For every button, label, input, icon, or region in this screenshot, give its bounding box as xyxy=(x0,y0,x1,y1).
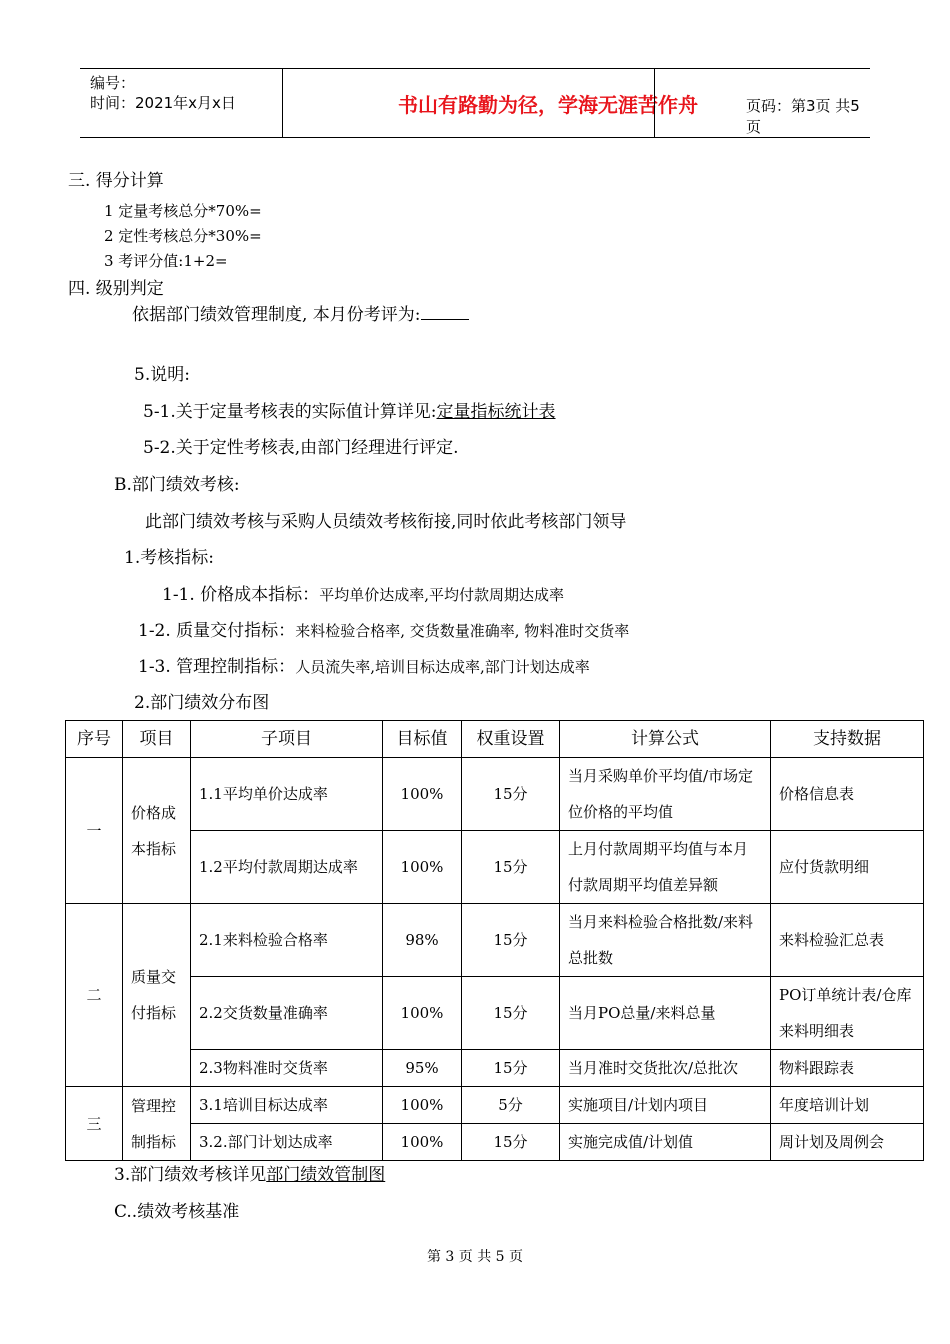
table-header-row xyxy=(66,721,924,758)
note-1-text: 5-1.关于定量考核表的实际值计算详见: xyxy=(143,402,437,422)
table-row xyxy=(66,1087,924,1124)
target-cell: 95% xyxy=(383,1050,462,1087)
header-divider xyxy=(654,69,655,137)
col-header-weight: 权重设置 xyxy=(462,721,560,758)
table-row xyxy=(66,977,924,1050)
group-number: 三 xyxy=(66,1087,123,1161)
indicator-2-title: 1-2. 质量交付指标： xyxy=(138,621,296,641)
distribution-title: 2.部门绩效分布图 xyxy=(134,693,270,713)
col-header-subitem: 子项目 xyxy=(191,721,383,758)
subitem-cell: 2.3物料准时交货率 xyxy=(191,1050,383,1087)
support-cell: 物料跟踪表 xyxy=(771,1050,924,1087)
formula-cell: 实施完成值/计划值 xyxy=(560,1124,771,1161)
score-item-3: 3 考评分值:1+2= xyxy=(104,252,228,270)
note-1-link[interactable]: 定量指标统计表 xyxy=(436,402,556,422)
level-section-title: 四. 级别判定 xyxy=(68,279,164,299)
col-header-target: 目标值 xyxy=(383,721,462,758)
score-item-2: 2 定性考核总分*30%= xyxy=(104,227,262,245)
section-b-title: B.部门绩效考核: xyxy=(114,475,240,495)
col-header-no: 序号 xyxy=(66,721,123,758)
header-meta xyxy=(90,73,236,113)
section-c-title: C..绩效考核基准 xyxy=(114,1202,240,1222)
formula-cell: 当月采购单价平均值/市场定位价格的平均值 xyxy=(560,758,771,831)
subitem-cell: 2.1来料检验合格率 xyxy=(191,904,383,977)
indicator-1-title: 1-1. 价格成本指标： xyxy=(162,585,320,605)
section-b-3-text: 3.部门绩效考核详见 xyxy=(114,1165,267,1185)
group-item: 质量交付指标 xyxy=(123,904,191,1087)
weight-cell: 15分 xyxy=(462,758,560,831)
target-cell: 100% xyxy=(383,1087,462,1124)
weight-cell: 15分 xyxy=(462,1124,560,1161)
section-b-intro: 此部门绩效考核与采购人员绩效考核衔接,同时依此考核部门领导 xyxy=(145,512,627,532)
support-cell: 应付货款明细 xyxy=(771,831,924,904)
table-row xyxy=(66,1050,924,1087)
indicator-3 xyxy=(138,652,590,677)
support-cell: 周计划及周例会 xyxy=(771,1124,924,1161)
target-cell: 98% xyxy=(383,904,462,977)
note-1 xyxy=(143,397,556,422)
level-text-content: 依据部门绩效管理制度, 本月份考评为: xyxy=(132,305,421,325)
indicators-title: 1.考核指标: xyxy=(124,548,214,568)
header-motto: 书山有路勤为径，学海无涯苦作舟 xyxy=(398,92,698,117)
performance-table xyxy=(65,720,924,1161)
header-divider xyxy=(282,69,283,137)
weight-cell: 15分 xyxy=(462,831,560,904)
weight-cell: 15分 xyxy=(462,1050,560,1087)
support-cell: PO订单统计表/仓库来料明细表 xyxy=(771,977,924,1050)
indicator-2 xyxy=(138,616,629,641)
col-header-item: 项目 xyxy=(123,721,191,758)
group-item: 管理控制指标 xyxy=(123,1087,191,1161)
page-footer: 第 3 页 共 5 页 xyxy=(426,1249,524,1265)
indicator-3-title: 1-3. 管理控制指标： xyxy=(138,657,296,677)
table-row xyxy=(66,904,924,977)
table-row xyxy=(66,1124,924,1161)
notes-title: 5.说明: xyxy=(134,365,190,385)
support-cell: 价格信息表 xyxy=(771,758,924,831)
group-number: 一 xyxy=(66,758,123,904)
section-b-3 xyxy=(114,1160,385,1185)
target-cell: 100% xyxy=(383,831,462,904)
col-header-support: 支持数据 xyxy=(771,721,924,758)
target-cell: 100% xyxy=(383,1124,462,1161)
page-header xyxy=(80,68,870,138)
weight-cell: 15分 xyxy=(462,904,560,977)
formula-cell: 上月付款周期平均值与本月付款周期平均值差异额 xyxy=(560,831,771,904)
formula-cell: 实施项目/计划内项目 xyxy=(560,1087,771,1124)
note-2: 5-2.关于定性考核表,由部门经理进行评定. xyxy=(143,438,459,458)
subitem-cell: 2.2交货数量准确率 xyxy=(191,977,383,1050)
score-item-1: 1 定量考核总分*70%= xyxy=(104,202,262,220)
weight-cell: 5分 xyxy=(462,1087,560,1124)
header-page-number: 页码：第3页 共5页 xyxy=(746,97,860,136)
subitem-cell: 3.1培训目标达成率 xyxy=(191,1087,383,1124)
subitem-cell: 1.1平均单价达成率 xyxy=(191,758,383,831)
support-cell: 年度培训计划 xyxy=(771,1087,924,1124)
group-number: 二 xyxy=(66,904,123,1087)
indicator-1 xyxy=(162,580,564,605)
subitem-cell: 3.2.部门计划达成率 xyxy=(191,1124,383,1161)
indicator-2-items: 来料检验合格率, 交货数量准确率, 物料准时交货率 xyxy=(295,622,630,640)
number-label: 编号： xyxy=(90,74,136,92)
col-header-formula: 计算公式 xyxy=(560,721,771,758)
group-item: 价格成本指标 xyxy=(123,758,191,904)
score-section-title: 三. 得分计算 xyxy=(68,171,164,191)
indicator-3-items: 人员流失率,培训目标达成率,部门计划达成率 xyxy=(295,658,590,676)
control-chart-link[interactable]: 部门绩效管制图 xyxy=(266,1165,386,1185)
formula-cell: 当月准时交货批次/总批次 xyxy=(560,1050,771,1087)
table-row xyxy=(66,758,924,831)
support-cell: 来料检验汇总表 xyxy=(771,904,924,977)
target-cell: 100% xyxy=(383,977,462,1050)
formula-cell: 当月PO总量/来料总量 xyxy=(560,977,771,1050)
target-cell: 100% xyxy=(383,758,462,831)
indicator-1-items: 平均单价达成率,平均付款周期达成率 xyxy=(319,586,564,604)
weight-cell: 15分 xyxy=(462,977,560,1050)
table-row xyxy=(66,831,924,904)
formula-cell: 当月来料检验合格批数/来料总批数 xyxy=(560,904,771,977)
level-blank[interactable] xyxy=(421,305,469,320)
time-label: 时间：2021年x月x日 xyxy=(90,94,236,112)
level-text xyxy=(132,300,469,325)
subitem-cell: 1.2平均付款周期达成率 xyxy=(191,831,383,904)
